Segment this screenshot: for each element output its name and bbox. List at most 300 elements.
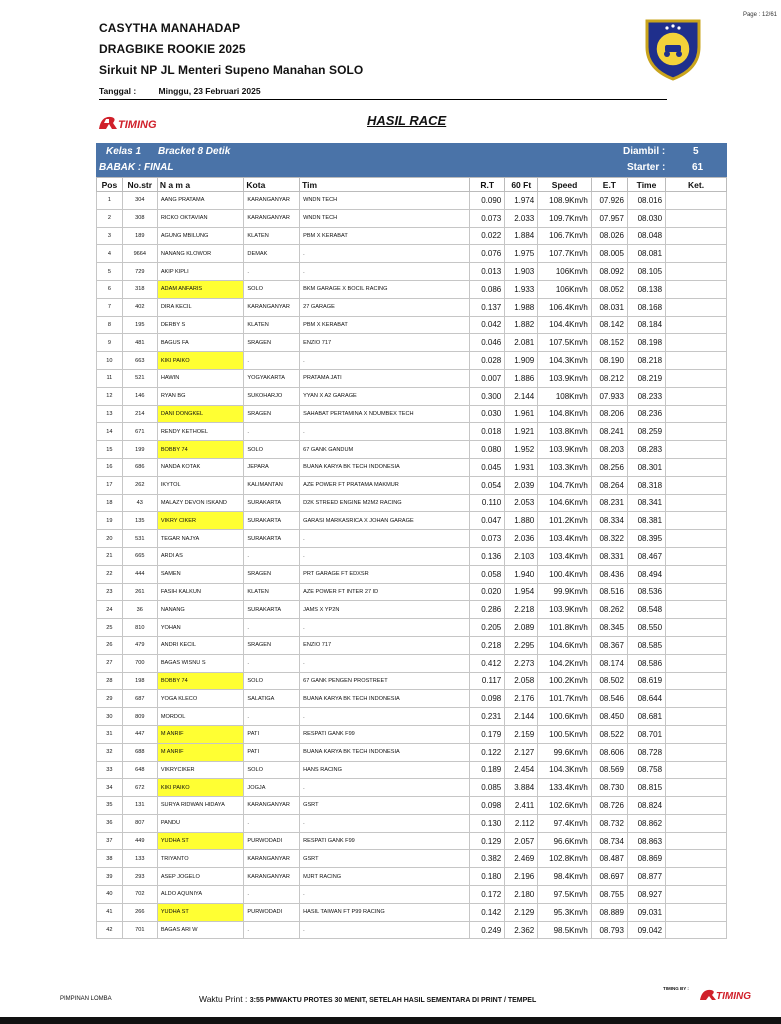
ket-cell xyxy=(666,761,727,779)
speed-cell: 103.9Km/h xyxy=(538,369,592,387)
rt-cell: 0.129 xyxy=(470,832,505,850)
table-row xyxy=(97,797,727,815)
start-number-cell: 481 xyxy=(122,334,157,352)
city-cell: SRAGEN xyxy=(244,565,300,583)
city-cell: . xyxy=(244,708,300,726)
table-row xyxy=(97,494,727,512)
team-cell: YYAN X A2 GARAGE xyxy=(300,387,470,405)
start-number-cell: 810 xyxy=(122,619,157,637)
table-row xyxy=(97,458,727,476)
et-cell: 07.933 xyxy=(591,387,627,405)
column-header: No.str xyxy=(122,178,157,192)
team-cell: PBM X KERABAT xyxy=(300,227,470,245)
ket-cell xyxy=(666,298,727,316)
diambil-value: 5 xyxy=(693,146,699,157)
ft60-cell: 1.909 xyxy=(505,352,538,370)
pos-cell: 15 xyxy=(97,441,123,459)
et-cell: 08.264 xyxy=(591,476,627,494)
et-cell: 08.262 xyxy=(591,601,627,619)
city-cell: . xyxy=(244,814,300,832)
et-cell: 08.331 xyxy=(591,547,627,565)
city-cell: KARANGANYAR xyxy=(244,850,300,868)
pos-cell: 25 xyxy=(97,619,123,637)
start-number-cell: 686 xyxy=(122,458,157,476)
start-number-cell: 146 xyxy=(122,387,157,405)
speed-cell: 101.7Km/h xyxy=(538,690,592,708)
ft60-cell: 2.033 xyxy=(505,209,538,227)
et-cell: 08.152 xyxy=(591,334,627,352)
ket-cell xyxy=(666,245,727,263)
team-cell: 67 GANK PENGEN PROSTREET xyxy=(300,672,470,690)
pos-cell: 9 xyxy=(97,334,123,352)
pos-cell: 5 xyxy=(97,263,123,281)
column-header: R.T xyxy=(470,178,505,192)
ft60-cell: 2.273 xyxy=(505,654,538,672)
team-cell: SAHABAT PERTAMINA X NDUMBEX TECH xyxy=(300,405,470,423)
start-number-cell: 36 xyxy=(122,601,157,619)
name-cell: BOBBY 74 xyxy=(157,672,244,690)
start-number-cell: 444 xyxy=(122,565,157,583)
rt-timing-logo xyxy=(97,114,177,132)
rt-cell: 0.136 xyxy=(470,547,505,565)
class-info-bar xyxy=(96,143,727,177)
ft60-cell: 1.961 xyxy=(505,405,538,423)
start-number-cell: 43 xyxy=(122,494,157,512)
speed-cell: 106Km/h xyxy=(538,280,592,298)
table-row xyxy=(97,298,727,316)
ket-cell xyxy=(666,690,727,708)
table-row xyxy=(97,583,727,601)
rt-cell: 0.042 xyxy=(470,316,505,334)
team-cell: . xyxy=(300,547,470,565)
ket-cell xyxy=(666,316,727,334)
rt-cell: 0.090 xyxy=(470,192,505,210)
pos-cell: 32 xyxy=(97,743,123,761)
rt-cell: 0.110 xyxy=(470,494,505,512)
name-cell: AKIP KIPLI xyxy=(157,263,244,281)
pos-cell: 30 xyxy=(97,708,123,726)
start-number-cell: 648 xyxy=(122,761,157,779)
rt-cell: 0.018 xyxy=(470,423,505,441)
name-cell: AANG PRATAMA xyxy=(157,192,244,210)
start-number-cell: 308 xyxy=(122,209,157,227)
ft60-cell: 2.176 xyxy=(505,690,538,708)
ket-cell xyxy=(666,280,727,298)
team-cell: . xyxy=(300,423,470,441)
speed-cell: 104.6Km/h xyxy=(538,636,592,654)
team-cell: . xyxy=(300,886,470,904)
start-number-cell: 449 xyxy=(122,832,157,850)
print-info xyxy=(199,994,536,1004)
et-cell: 08.793 xyxy=(591,921,627,939)
imi-shield-logo xyxy=(643,17,703,81)
team-cell: MJRT RACING xyxy=(300,868,470,886)
team-cell: BUANA KARYA BK TECH INDONESIA xyxy=(300,690,470,708)
name-cell: YOGA KLECO xyxy=(157,690,244,708)
ket-cell xyxy=(666,458,727,476)
babak-label: BABAK : FINAL xyxy=(99,162,174,173)
table-row xyxy=(97,690,727,708)
table-row xyxy=(97,654,727,672)
name-cell: KIKI PAIKO xyxy=(157,779,244,797)
et-cell: 08.606 xyxy=(591,743,627,761)
et-cell: 08.174 xyxy=(591,654,627,672)
event-subtitle: DRAGBIKE ROOKIE 2025 xyxy=(99,42,246,56)
ket-cell xyxy=(666,743,727,761)
speed-cell: 107.7Km/h xyxy=(538,245,592,263)
pos-cell: 29 xyxy=(97,690,123,708)
table-row xyxy=(97,334,727,352)
rt-cell: 0.412 xyxy=(470,654,505,672)
table-row xyxy=(97,227,727,245)
speed-cell: 96.6Km/h xyxy=(538,832,592,850)
team-cell: . xyxy=(300,245,470,263)
time-cell: 08.233 xyxy=(627,387,665,405)
ft60-cell: 2.112 xyxy=(505,814,538,832)
name-cell: MORDOL xyxy=(157,708,244,726)
name-cell: BOBBY 74 xyxy=(157,441,244,459)
time-cell: 08.381 xyxy=(627,512,665,530)
team-cell: D2K STREED ENGINE M2M2 RACING xyxy=(300,494,470,512)
rt-cell: 0.122 xyxy=(470,743,505,761)
city-cell: . xyxy=(244,921,300,939)
starter-value: 61 xyxy=(692,162,704,173)
pos-cell: 23 xyxy=(97,583,123,601)
table-row xyxy=(97,280,727,298)
et-cell: 08.092 xyxy=(591,263,627,281)
speed-cell: 106Km/h xyxy=(538,263,592,281)
time-cell: 08.218 xyxy=(627,352,665,370)
pos-cell: 42 xyxy=(97,921,123,939)
pos-cell: 38 xyxy=(97,850,123,868)
table-row xyxy=(97,779,727,797)
time-cell: 08.318 xyxy=(627,476,665,494)
ft60-cell: 2.159 xyxy=(505,725,538,743)
table-row xyxy=(97,565,727,583)
city-cell: PATI xyxy=(244,725,300,743)
name-cell: YUDHA ST xyxy=(157,903,244,921)
pos-cell: 35 xyxy=(97,797,123,815)
rt-cell: 0.085 xyxy=(470,779,505,797)
column-header: Speed xyxy=(538,178,592,192)
et-cell: 08.241 xyxy=(591,423,627,441)
table-row xyxy=(97,868,727,886)
et-cell: 08.231 xyxy=(591,494,627,512)
rt-cell: 0.022 xyxy=(470,227,505,245)
speed-cell: 100.2Km/h xyxy=(538,672,592,690)
speed-cell: 108.9Km/h xyxy=(538,192,592,210)
start-number-cell: 195 xyxy=(122,316,157,334)
team-cell: GARASI MARKASRICA X JOHAN GARAGE xyxy=(300,512,470,530)
speed-cell: 102.8Km/h xyxy=(538,850,592,868)
pos-cell: 3 xyxy=(97,227,123,245)
ket-cell xyxy=(666,868,727,886)
et-cell: 08.734 xyxy=(591,832,627,850)
city-cell: SUKOHARJO xyxy=(244,387,300,405)
rt-cell: 0.286 xyxy=(470,601,505,619)
ft60-cell: 1.884 xyxy=(505,227,538,245)
ft60-cell: 2.058 xyxy=(505,672,538,690)
ket-cell xyxy=(666,512,727,530)
speed-cell: 98.4Km/h xyxy=(538,868,592,886)
speed-cell: 102.6Km/h xyxy=(538,797,592,815)
pos-cell: 18 xyxy=(97,494,123,512)
city-cell: YOGYAKARTA xyxy=(244,369,300,387)
et-cell: 08.697 xyxy=(591,868,627,886)
speed-cell: 103.8Km/h xyxy=(538,423,592,441)
name-cell: RICKO OKTAVIAN xyxy=(157,209,244,227)
results-table-wrap xyxy=(96,177,727,939)
rt-cell: 0.098 xyxy=(470,797,505,815)
team-cell: AZE POWER FT PRATAMA MAKMUR xyxy=(300,476,470,494)
speed-cell: 97.5Km/h xyxy=(538,886,592,904)
table-row xyxy=(97,512,727,530)
start-number-cell: 807 xyxy=(122,814,157,832)
rt-cell: 0.086 xyxy=(470,280,505,298)
start-number-cell: 304 xyxy=(122,192,157,210)
ket-cell xyxy=(666,352,727,370)
et-cell: 08.005 xyxy=(591,245,627,263)
pos-cell: 34 xyxy=(97,779,123,797)
table-row xyxy=(97,530,727,548)
speed-cell: 98.5Km/h xyxy=(538,921,592,939)
table-row xyxy=(97,886,727,904)
name-cell: SAMEN xyxy=(157,565,244,583)
ket-cell xyxy=(666,725,727,743)
start-number-cell: 700 xyxy=(122,654,157,672)
start-number-cell: 135 xyxy=(122,512,157,530)
speed-cell: 103.9Km/h xyxy=(538,441,592,459)
speed-cell: 106.4Km/h xyxy=(538,298,592,316)
rt-cell: 0.073 xyxy=(470,530,505,548)
name-cell: DANI DONGKEL xyxy=(157,405,244,423)
column-header: Time xyxy=(627,178,665,192)
time-cell: 08.184 xyxy=(627,316,665,334)
city-cell: SURAKARTA xyxy=(244,512,300,530)
time-cell: 08.494 xyxy=(627,565,665,583)
ft60-cell: 2.127 xyxy=(505,743,538,761)
pos-cell: 21 xyxy=(97,547,123,565)
column-header: Pos xyxy=(97,178,123,192)
name-cell: HAWIN xyxy=(157,369,244,387)
start-number-cell: 665 xyxy=(122,547,157,565)
city-cell: SRAGEN xyxy=(244,405,300,423)
ft60-cell: 2.129 xyxy=(505,903,538,921)
rt-cell: 0.130 xyxy=(470,814,505,832)
speed-cell: 103.4Km/h xyxy=(538,547,592,565)
et-cell: 08.345 xyxy=(591,619,627,637)
rt-cell: 0.180 xyxy=(470,868,505,886)
table-row xyxy=(97,263,727,281)
ket-cell xyxy=(666,619,727,637)
time-cell: 08.644 xyxy=(627,690,665,708)
team-cell: . xyxy=(300,708,470,726)
ft60-cell: 2.454 xyxy=(505,761,538,779)
ft60-cell: 1.975 xyxy=(505,245,538,263)
speed-cell: 104.8Km/h xyxy=(538,405,592,423)
speed-cell: 99.9Km/h xyxy=(538,583,592,601)
et-cell: 08.726 xyxy=(591,797,627,815)
name-cell: BAGAS ARI W xyxy=(157,921,244,939)
time-cell: 08.536 xyxy=(627,583,665,601)
time-cell: 08.105 xyxy=(627,263,665,281)
team-cell: PBM X KERABAT xyxy=(300,316,470,334)
name-cell: DERBY S xyxy=(157,316,244,334)
city-cell: . xyxy=(244,654,300,672)
rt-cell: 0.189 xyxy=(470,761,505,779)
timing-by-label: TIMING BY : xyxy=(663,986,689,991)
speed-cell: 101.2Km/h xyxy=(538,512,592,530)
start-number-cell: 671 xyxy=(122,423,157,441)
et-cell: 08.502 xyxy=(591,672,627,690)
start-number-cell: 479 xyxy=(122,636,157,654)
start-number-cell: 672 xyxy=(122,779,157,797)
ket-cell xyxy=(666,530,727,548)
team-cell: . xyxy=(300,619,470,637)
table-row xyxy=(97,441,727,459)
pos-cell: 8 xyxy=(97,316,123,334)
team-cell: . xyxy=(300,814,470,832)
page-number: Page : 12/61 xyxy=(742,12,777,18)
time-cell: 08.548 xyxy=(627,601,665,619)
city-cell: . xyxy=(244,423,300,441)
time-cell: 08.728 xyxy=(627,743,665,761)
city-cell: SOLO xyxy=(244,280,300,298)
ket-cell xyxy=(666,387,727,405)
ket-cell xyxy=(666,636,727,654)
city-cell: KARANGANYAR xyxy=(244,868,300,886)
ket-cell xyxy=(666,227,727,245)
print-value: 3:55 PMWAKTU PROTES 30 MENIT, SETELAH HASIL SEMENTARA DI PRINT / TEMPEL xyxy=(249,997,537,1004)
team-cell: AZE POWER FT INTER 27 ID xyxy=(300,583,470,601)
rt-cell: 0.058 xyxy=(470,565,505,583)
team-cell: HASIL TAIWAN FT P99 RACING xyxy=(300,903,470,921)
ket-cell xyxy=(666,565,727,583)
start-number-cell: 687 xyxy=(122,690,157,708)
et-cell: 08.732 xyxy=(591,814,627,832)
city-cell: SURAKARTA xyxy=(244,494,300,512)
table-row xyxy=(97,619,727,637)
ft60-cell: 2.411 xyxy=(505,797,538,815)
name-cell: ARDI AS xyxy=(157,547,244,565)
city-cell: KALIMANTAN xyxy=(244,476,300,494)
table-row xyxy=(97,476,727,494)
city-cell: KARANGANYAR xyxy=(244,298,300,316)
ft60-cell: 2.053 xyxy=(505,494,538,512)
team-cell: PRT GARAGE FT EDXSR xyxy=(300,565,470,583)
pos-cell: 10 xyxy=(97,352,123,370)
ket-cell xyxy=(666,547,727,565)
table-row xyxy=(97,903,727,921)
city-cell: KARANGANYAR xyxy=(244,797,300,815)
name-cell: SURYA RIDWAN HIDAYA xyxy=(157,797,244,815)
pos-cell: 1 xyxy=(97,192,123,210)
results-table xyxy=(96,177,727,939)
time-cell: 08.030 xyxy=(627,209,665,227)
city-cell: KLATEN xyxy=(244,583,300,601)
pos-cell: 28 xyxy=(97,672,123,690)
kelas-value: Bracket 8 Detik xyxy=(158,146,231,157)
team-cell: 67 GANK GANDUM xyxy=(300,441,470,459)
ft60-cell: 3.884 xyxy=(505,779,538,797)
ft60-cell: 2.103 xyxy=(505,547,538,565)
name-cell: AGUNG MBILUNG xyxy=(157,227,244,245)
ket-cell xyxy=(666,583,727,601)
table-row xyxy=(97,423,727,441)
city-cell: JOGJA xyxy=(244,779,300,797)
page-title: HASIL RACE xyxy=(367,113,447,128)
city-cell: KLATEN xyxy=(244,316,300,334)
start-number-cell: 729 xyxy=(122,263,157,281)
ket-cell xyxy=(666,601,727,619)
rt-cell: 0.013 xyxy=(470,263,505,281)
table-row xyxy=(97,316,727,334)
ft60-cell: 1.903 xyxy=(505,263,538,281)
ket-cell xyxy=(666,832,727,850)
speed-cell: 109.7Km/h xyxy=(538,209,592,227)
speed-cell: 104.3Km/h xyxy=(538,352,592,370)
rt-cell: 0.205 xyxy=(470,619,505,637)
time-cell: 08.619 xyxy=(627,672,665,690)
time-cell: 08.138 xyxy=(627,280,665,298)
name-cell: BAGAS WISNU S xyxy=(157,654,244,672)
team-cell: RESPATI GANK F99 xyxy=(300,725,470,743)
pos-cell: 14 xyxy=(97,423,123,441)
time-cell: 08.198 xyxy=(627,334,665,352)
team-cell: GSRT xyxy=(300,797,470,815)
start-number-cell: 447 xyxy=(122,725,157,743)
start-number-cell: 521 xyxy=(122,369,157,387)
column-header: Ket. xyxy=(666,178,727,192)
team-cell: BUANA KARYA BK TECH INDONESIA xyxy=(300,743,470,761)
table-row xyxy=(97,405,727,423)
time-cell: 08.341 xyxy=(627,494,665,512)
rt-cell: 0.030 xyxy=(470,405,505,423)
time-cell: 08.869 xyxy=(627,850,665,868)
name-cell: ALDO AQUNIYA xyxy=(157,886,244,904)
city-cell: JEPARA xyxy=(244,458,300,476)
start-number-cell: 293 xyxy=(122,868,157,886)
name-cell: TEGAR NAJYA xyxy=(157,530,244,548)
name-cell: M ANRIF xyxy=(157,743,244,761)
rt-cell: 0.047 xyxy=(470,512,505,530)
rt-cell: 0.046 xyxy=(470,334,505,352)
time-cell: 08.681 xyxy=(627,708,665,726)
ft60-cell: 2.144 xyxy=(505,708,538,726)
ft60-cell: 2.218 xyxy=(505,601,538,619)
rt-cell: 0.300 xyxy=(470,387,505,405)
table-row xyxy=(97,245,727,263)
team-cell: . xyxy=(300,352,470,370)
speed-cell: 104.2Km/h xyxy=(538,654,592,672)
rt-timing-text: TIMING xyxy=(118,119,157,131)
ft60-cell: 2.144 xyxy=(505,387,538,405)
ket-cell xyxy=(666,192,727,210)
time-cell: 08.758 xyxy=(627,761,665,779)
ft60-cell: 1.952 xyxy=(505,441,538,459)
rt-cell: 0.073 xyxy=(470,209,505,227)
team-cell: JAMS X YP2N xyxy=(300,601,470,619)
et-cell: 07.957 xyxy=(591,209,627,227)
time-cell: 08.863 xyxy=(627,832,665,850)
team-cell: RESPATI GANK F99 xyxy=(300,832,470,850)
start-number-cell: 214 xyxy=(122,405,157,423)
pos-cell: 11 xyxy=(97,369,123,387)
et-cell: 07.926 xyxy=(591,192,627,210)
ft60-cell: 1.940 xyxy=(505,565,538,583)
team-cell: WNDN TECH xyxy=(300,192,470,210)
speed-cell: 104.4Km/h xyxy=(538,316,592,334)
